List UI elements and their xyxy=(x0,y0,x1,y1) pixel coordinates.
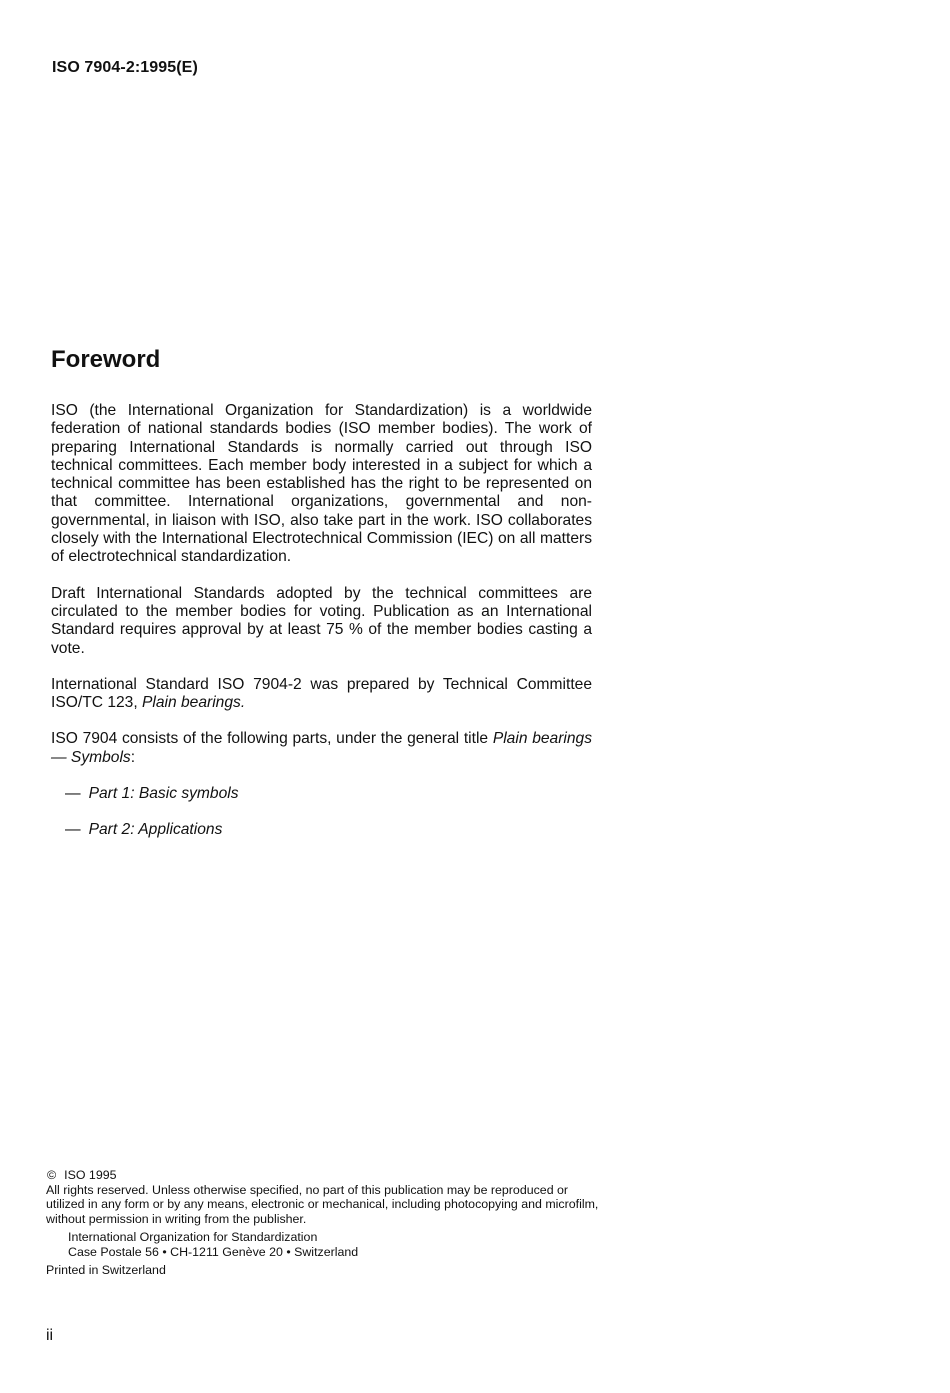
rights-statement: All rights reserved. Unless otherwise specified, no part of this publication may be reproduced or utilized in any form or by any means, electronic or mechanical, including photocopying and microfilm, without permission in writing from the publisher. xyxy=(46,1182,599,1226)
list-item xyxy=(65,785,592,803)
organization-name: International Organization for Standardization xyxy=(68,1230,318,1244)
postal-address: Case Postale 56 • CH-1211 Genève 20 • Switzerland xyxy=(68,1244,359,1259)
part-label: Part 2: Applications xyxy=(88,821,223,839)
parts-intro-paragraph xyxy=(51,730,592,767)
parts-list xyxy=(51,785,592,840)
printed-in: Printed in Switzerland xyxy=(46,1263,166,1277)
foreword-title: Foreword xyxy=(51,346,161,373)
foreword-paragraph-1: ISO (the International Organization for Standardization) is a worldwide federation of national standards bodies (ISO member bodies). The work of preparing International Standards is normally carried out through ISO technical committees. Each member body interested in a subject for which a technical committee has been established has the right to be represented on that committee. International organizations, governmental and non-governmental, in liaison with ISO, also take part in the work. ISO collaborates closely with the International Electrotechnical Commission (IEC) on all matters of electrotechnical standardization. xyxy=(51,402,592,566)
list-item xyxy=(65,821,592,839)
copyright-icon: © xyxy=(47,1168,57,1182)
copyright-text: ISO 1995 xyxy=(64,1168,117,1182)
dash-bullet: — xyxy=(65,821,81,839)
document-id-header: ISO 7904-2:1995(E) xyxy=(52,59,198,76)
parts-intro-text: ISO 7904 consists of the following parts, under the general title xyxy=(51,730,493,748)
dash-bullet: — xyxy=(65,785,81,803)
page-number: ii xyxy=(46,1327,54,1344)
general-title: Plain bearings — Symbols xyxy=(51,730,593,766)
copyright-footer xyxy=(46,1168,606,1278)
prepared-by-paragraph xyxy=(51,676,592,713)
publisher-address xyxy=(68,1230,606,1259)
foreword-section xyxy=(51,344,592,858)
parts-intro-end: : xyxy=(130,748,136,766)
committee-title: Plain bearings. xyxy=(142,694,246,712)
foreword-paragraph-2: Draft International Standards adopted by the technical committees are circulated to the member bodies for voting. Publication as an International Standard requires approval by at least 75 % of the member bodies casting a vote. xyxy=(51,584,592,657)
part-label: Part 1: Basic symbols xyxy=(88,785,239,803)
prepared-by-text: International Standard ISO 7904-2 was prepared by Technical Committee ISO/TC 123, xyxy=(51,675,592,712)
copyright-line xyxy=(47,1168,606,1183)
